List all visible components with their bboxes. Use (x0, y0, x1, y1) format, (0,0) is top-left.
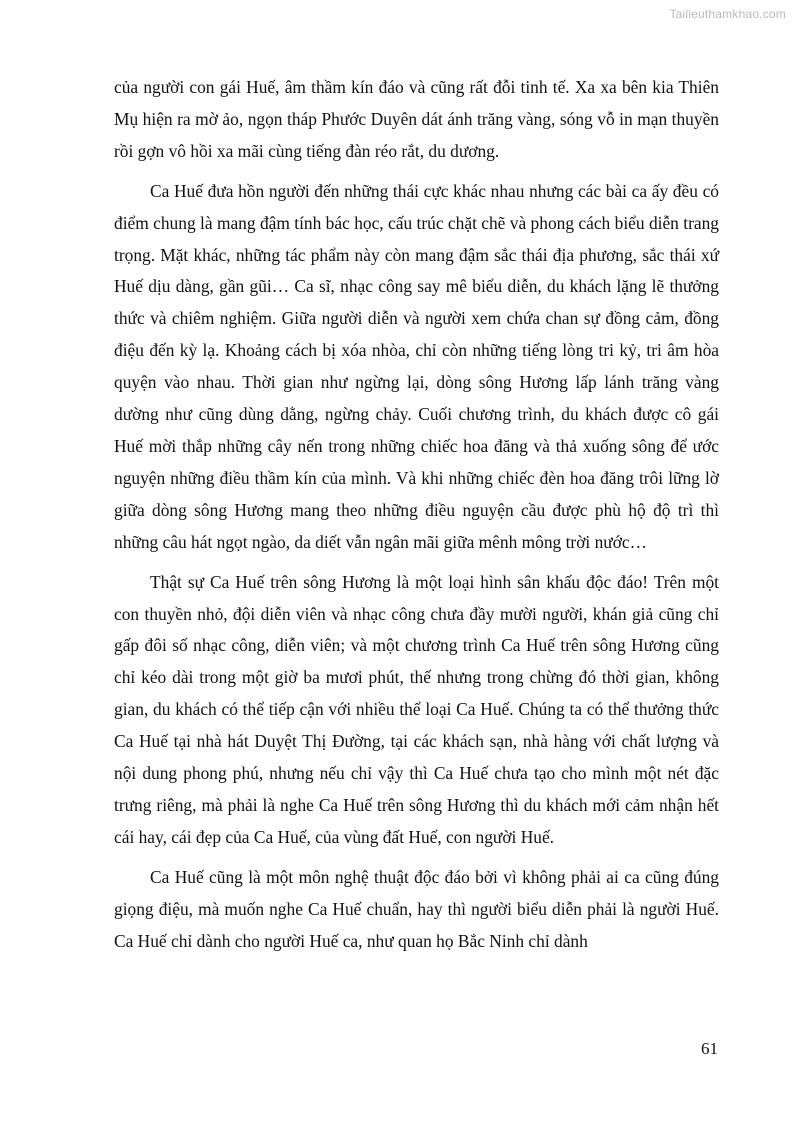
document-body (114, 72, 719, 957)
paragraph-ca-hue-stage: Thật sự Ca Huế trên sông Hương là một loại hình sân khấu độc đáo! Trên một con thuyền nhỏ, đội diễn viên và nhạc công chưa đầy mười người, khán giả cũng chỉ gấp đôi số nhạc công, diễn viên; và một chương trình Ca Huế trên sông Hương cũng chỉ kéo dài trong một giờ ba mươi phút, thế nhưng trong chừng đó thời gian, không gian, du khách có thể tiếp cận với nhiều thể loại Ca Huế. Chúng ta có thể thưởng thức Ca Huế tại nhà hát Duyệt Thị Đường, tại các khách sạn, nhà hàng với chất lượng và nội dung phong phú, nhưng nếu chỉ vậy thì Ca Huế chưa tạo cho mình một nét đặc trưng riêng, mà phải là nghe Ca Huế trên sông Hương thì du khách mới cảm nhận hết cái hay, cái đẹp của Ca Huế, của vùng đất Huế, con người Huế. (114, 571, 719, 847)
paragraph-ca-hue-art: Ca Huế cũng là một môn nghệ thuật độc đáo bởi vì không phải ai ca cũng đúng giọng điệu, mà muốn nghe Ca Huế chuẩn, hay thì người biểu diễn phải là người Huế. Ca Huế chỉ dành cho người Huế ca, như quan họ Bắc Ninh chỉ dành (114, 866, 719, 951)
paragraph-continued: của người con gái Huế, âm thầm kín đáo và cũng rất đỗi tinh tế. Xa xa bên kia Thiên Mụ hiện ra mờ ảo, ngọn tháp Phước Duyên dát ánh trăng vàng, sóng vỗ in mạn thuyền rồi gợn vô hồi xa mãi cùng tiếng đàn réo rắt, du dương. (114, 77, 719, 161)
page-number: 61 (701, 1039, 718, 1058)
paragraph-ca-hue-emotions: Ca Huế đưa hồn người đến những thái cực khác nhau nhưng các bài ca ấy đều có điểm chung là mang đậm tính bác học, cấu trúc chặt chẽ và phong cách biểu diễn trang trọng. Mặt khác, những tác phẩm này còn mang đậm sắc thái địa phương, sắc thái xứ Huế dịu dàng, gần gũi… Ca sĩ, nhạc công say mê biểu diễn, du khách lặng lẽ thưởng thức và chiêm nghiệm. Giữa người diễn và người xem chứa chan sự đồng cảm, đồng điệu đến kỳ lạ. Khoảng cách bị xóa nhòa, chỉ còn những tiếng lòng tri kỷ, tri âm hòa quyện vào nhau. Thời gian như ngừng lại, dòng sông Hương lấp lánh trăng vàng dường như cũng dùng dằng, ngừng chảy. Cuối chương trình, du khách được cô gái Huế mời thắp những cây nến trong những chiếc hoa đăng và thả xuống sông để ước nguyện những điều thầm kín của mình. Và khi những chiếc đèn hoa đăng trôi lững lờ giữa dòng sông Hương mang theo những điều nguyện cầu được phù hộ độ trì thì những câu hát ngọt ngào, da diết vẫn ngân mãi giữa mênh mông trời nước… (114, 180, 719, 552)
site-watermark: Tailieuthamkhao.com (669, 7, 786, 21)
